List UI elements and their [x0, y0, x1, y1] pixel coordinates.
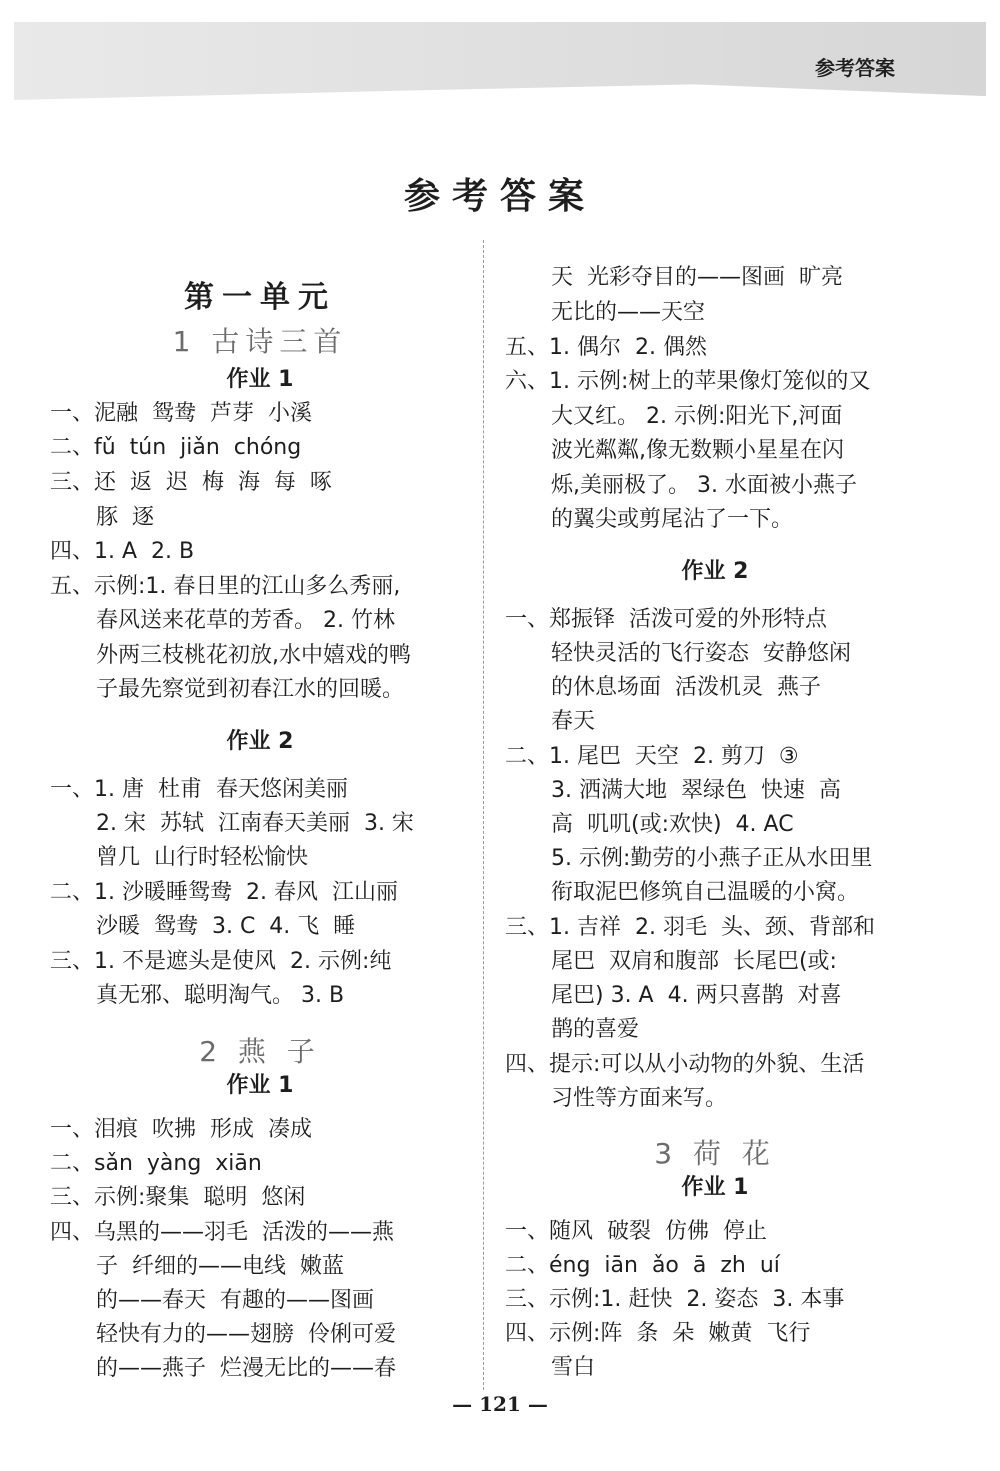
answer-line: 一、1. 唐 杜甫 春天悠闲美丽: [50, 777, 348, 802]
page-number: — 121 —: [452, 1392, 548, 1416]
answer-line: 尾巴) 3. A 4. 两只喜鹊 对喜: [551, 983, 842, 1008]
answer-line: 三、示例:聚集 聪明 悠闲: [50, 1185, 306, 1210]
answer-line: 习性等方面来写。: [551, 1086, 728, 1111]
answer-line: 五、1. 偶尔 2. 偶然: [505, 335, 707, 360]
answer-line: 尾巴 双肩和腹部 长尾巴(或:: [551, 949, 837, 974]
answer-line: 的休息场面 活泼机灵 燕子: [551, 675, 821, 700]
answer-line: 大又红。 2. 示例:阳光下,河面: [551, 404, 843, 429]
answer-line: 二、1. 沙暖睡鸳鸯 2. 春风 江山丽: [50, 880, 398, 905]
answer-line: 四、乌黑的——羽毛 活泼的——燕: [50, 1220, 394, 1245]
answer-line: 五、示例:1. 春日里的江山多么秀丽,: [50, 574, 401, 599]
answer-line: 沙暖 鸳鸯 3. C 4. 飞 睡: [96, 914, 356, 939]
answer-line: 四、提示:可以从小动物的外貌、生活: [505, 1052, 865, 1077]
answer-line: 鹊的喜爱: [551, 1017, 640, 1042]
answer-line: 外两三枝桃花初放,水中嬉戏的鸭: [96, 643, 411, 668]
answer-line: 三、1. 不是遮头是使风 2. 示例:纯: [50, 949, 392, 974]
answer-line: 曾几 山行时轻松愉快: [96, 845, 308, 870]
answer-line: 四、示例:阵 条 朵 嫩黄 飞行: [505, 1321, 811, 1346]
answer-line: 的——燕子 烂漫无比的——春: [96, 1356, 396, 1381]
answer-line: 子最先察觉到初春江水的回暖。: [96, 677, 405, 702]
answer-line: 三、1. 吉祥 2. 羽毛 头、颈、背部和: [505, 915, 875, 940]
answer-line: 豚 逐: [96, 505, 154, 530]
answer-line: 轻快灵活的飞行姿态 安静悠闲: [551, 641, 851, 666]
answer-line: 天 光彩夺目的——图画 旷亮: [551, 265, 843, 290]
column-divider: [483, 240, 484, 1390]
answer-line: 一、随风 破裂 仿佛 停止: [505, 1219, 767, 1244]
lesson-title-2: 2 燕 子: [199, 1035, 321, 1068]
lesson-title-1: 1 古诗三首: [172, 325, 348, 358]
answer-line: 二、fǔ tún jiǎn chóng: [50, 435, 302, 460]
answer-line: 3. 洒满大地 翠绿色 快速 高: [551, 778, 841, 803]
homework-title: 作业 2: [226, 729, 294, 754]
homework-title: 作业 1: [226, 367, 294, 392]
answer-line: 四、1. A 2. B: [50, 539, 195, 564]
answer-line: 高 叽叽(或:欢快) 4. AC: [551, 812, 794, 837]
answer-line: 2. 宋 苏轼 江南春天美丽 3. 宋: [96, 811, 414, 836]
answer-line: 轻快有力的——翅膀 伶俐可爱: [96, 1322, 396, 1347]
answer-line: 一、郑振铎 活泼可爱的外形特点: [505, 607, 827, 632]
answer-line: 一、泥融 鸳鸯 芦芽 小溪: [50, 401, 312, 426]
homework-title: 作业 2: [681, 559, 749, 584]
answer-line: 春风送来花草的芳香。 2. 竹林: [96, 608, 395, 633]
answer-line: 子 纤细的——电线 嫩蓝: [96, 1254, 344, 1279]
answer-line: 真无邪、聪明淘气。 3. B: [96, 983, 345, 1008]
answer-line: 的翼尖或剪尾沾了一下。: [551, 507, 794, 532]
answer-line: 烁,美丽极了。 3. 水面被小燕子: [551, 473, 857, 498]
answer-line: 衔取泥巴修筑自己温暖的小窝。: [551, 880, 860, 905]
answer-line: 5. 示例:勤劳的小燕子正从水田里: [551, 846, 873, 871]
homework-title: 作业 1: [681, 1175, 749, 1200]
answer-line: 二、éng iān ǎo ā zh uí: [505, 1253, 780, 1278]
answer-line: 二、sǎn yàng xiān: [50, 1151, 262, 1176]
answer-line: 一、泪痕 吹拂 形成 凑成: [50, 1117, 312, 1142]
page-title: 参考答案: [403, 175, 596, 217]
answer-line: 三、示例:1. 赶快 2. 姿态 3. 本事: [505, 1287, 845, 1312]
answer-line: 三、还 返 迟 梅 海 每 啄: [50, 470, 332, 495]
answer-line: 春天: [551, 709, 596, 734]
homework-title: 作业 1: [226, 1073, 294, 1098]
answer-line: 的——春天 有趣的——图画: [96, 1288, 374, 1313]
lesson-title-3: 3 荷 花: [654, 1137, 776, 1170]
answer-line: 雪白: [551, 1355, 596, 1380]
header-label: 参考答案: [815, 56, 895, 80]
answer-line: 波光粼粼,像无数颗小星星在闪: [551, 438, 844, 463]
answer-line: 六、1. 示例:树上的苹果像灯笼似的又: [505, 369, 871, 394]
answer-line: 二、1. 尾巴 天空 2. 剪刀 ③: [505, 744, 799, 769]
answer-line: 无比的——天空: [551, 300, 706, 325]
unit-title: 第一单元: [184, 280, 336, 315]
